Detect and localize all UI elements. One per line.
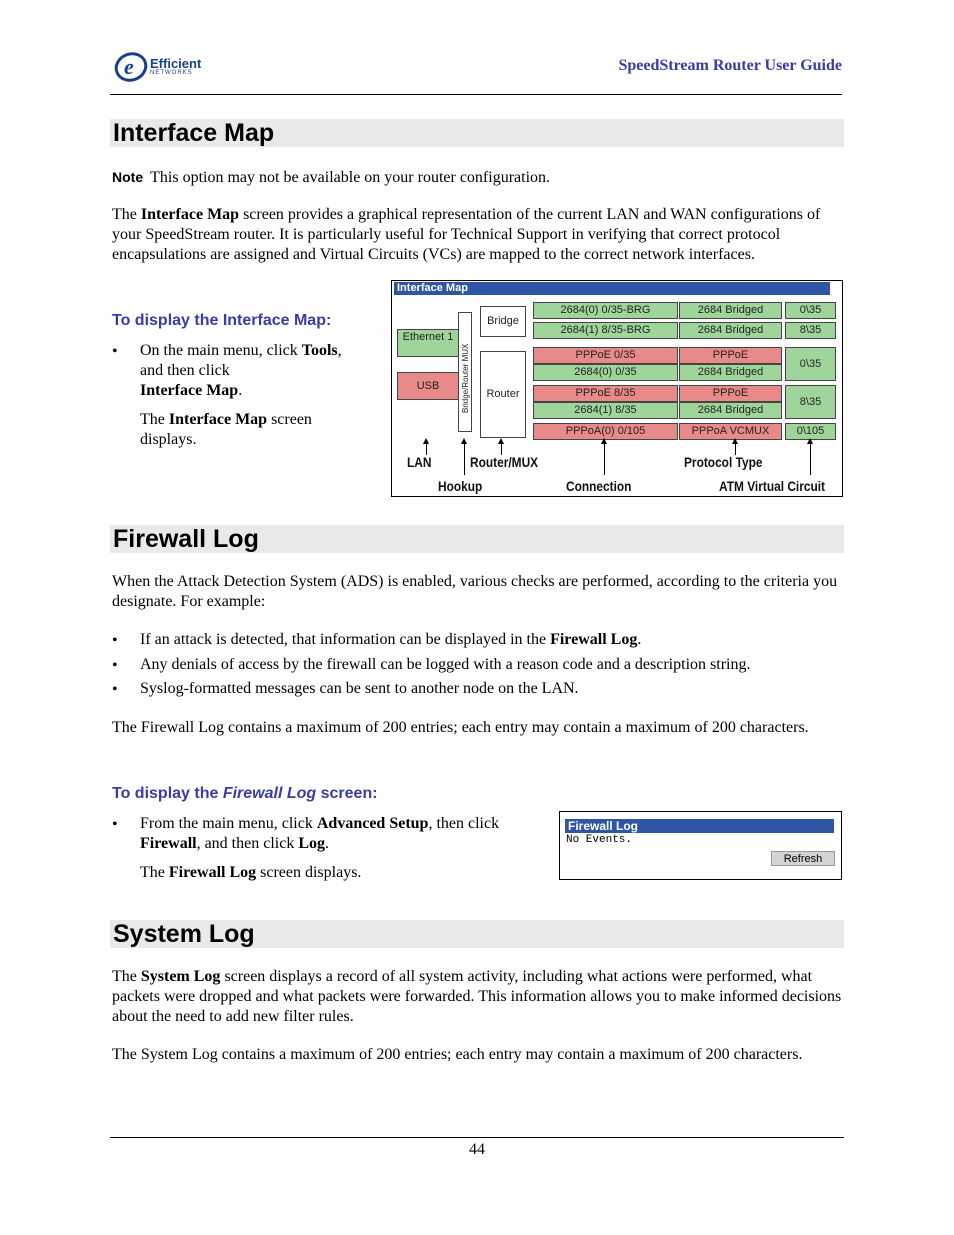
text: .	[238, 382, 243, 399]
label-atm-virtual-circuit: ATM Virtual Circuit	[719, 478, 826, 494]
cell-text: 0\35	[799, 304, 822, 316]
vc-cell	[785, 302, 836, 319]
logo	[114, 52, 224, 82]
text: The	[112, 206, 141, 223]
cell-text: PPPoA(0) 0/105	[565, 425, 646, 437]
procedure-step	[140, 814, 540, 854]
firewall-paragraph-2: The Firewall Log contains a maximum of 200 entries; each entry may contain a maximum of 200 characters.	[112, 719, 809, 736]
usb-port	[397, 372, 459, 400]
connection-cell	[533, 347, 678, 364]
block-label: Router	[486, 388, 520, 400]
bullet-dot: •	[112, 632, 118, 649]
protocol-cell	[679, 302, 782, 319]
text: .	[325, 835, 329, 852]
cell-text: 2684(1) 8/35-BRG	[560, 324, 651, 336]
port-label: USB	[416, 380, 440, 392]
section-heading: Firewall Log	[113, 525, 259, 553]
interface-map-paragraph	[112, 205, 844, 265]
logo-brand: Efficient	[150, 56, 202, 71]
bullet-text: Any denials of access by the firewall can be logged with a reason code and a description string.	[140, 656, 751, 673]
text: , and then click	[196, 835, 299, 852]
cell-text: 2684 Bridged	[697, 324, 764, 336]
cell-text: PPPoE 8/35	[575, 387, 636, 399]
figure-title-bar: Interface Map	[394, 282, 830, 295]
footer-divider	[110, 1137, 844, 1138]
vc-cell	[785, 385, 836, 419]
menu-item-name: Firewall	[140, 835, 197, 852]
cell-text: 2684(0) 0/35	[574, 366, 637, 378]
text: and then click	[140, 362, 230, 379]
bullet-text: Syslog-formatted messages can be sent to another node on the LAN.	[140, 680, 579, 697]
section-band-system-log	[110, 920, 844, 948]
mux-column	[458, 312, 472, 432]
bullet-dot: •	[112, 343, 118, 360]
text: On the main menu, click	[140, 342, 302, 359]
bullet-dot: •	[112, 681, 118, 698]
port-label: Ethernet 1	[402, 331, 454, 343]
section-band-interface-map	[110, 119, 844, 147]
bold-text: Firewall Log	[550, 631, 638, 648]
label-connection: Connection	[566, 478, 632, 494]
protocol-cell	[679, 423, 782, 440]
cell-text: 2684(1) 8/35	[574, 404, 637, 416]
text: screen displays.	[256, 864, 362, 881]
cell-text: PPPoE	[712, 349, 749, 361]
vc-cell	[785, 347, 836, 381]
logo-sub: NETWORKS	[150, 70, 193, 76]
text: screen:	[316, 785, 378, 802]
bridge-block	[480, 306, 526, 337]
block-label: Bridge	[487, 315, 519, 327]
ethernet-port	[397, 329, 459, 357]
mux-label: Bridge/Router MUX	[461, 343, 470, 413]
bold-text: System Log	[140, 968, 221, 985]
text: If an attack is detected, that information can be displayed in the	[140, 631, 551, 648]
text: screen	[267, 411, 312, 428]
guide-title: SpeedStream Router User Guide	[618, 57, 842, 74]
procedure-heading	[112, 785, 378, 803]
procedure-result	[140, 863, 540, 883]
protocol-cell	[679, 385, 782, 402]
note-label: Note	[112, 169, 144, 185]
cell-text: PPPoE 0/35	[575, 349, 636, 361]
menu-name: Tools	[301, 342, 338, 359]
italic-text: Firewall Log	[222, 785, 317, 802]
menu-name: Advanced Setup	[316, 815, 429, 832]
svg-text:e: e	[124, 54, 134, 79]
bullet-text	[140, 630, 840, 650]
system-log-paragraph-2: The System Log contains a maximum of 200 entries; each entry may contain a maximum of 200 characters.	[112, 1046, 803, 1063]
text: The	[140, 411, 169, 428]
label-lan: LAN	[407, 454, 432, 470]
text: displays.	[140, 431, 197, 448]
note-text: This option may not be available on your router configuration.	[150, 169, 551, 186]
cell-text: PPPoA VCMUX	[691, 425, 770, 437]
log-text: No Events.	[566, 834, 633, 846]
bold-text: Interface Map	[140, 206, 240, 223]
procedure-step	[140, 341, 370, 401]
text: ,	[337, 342, 342, 359]
figure-title-bar: Firewall Log	[565, 819, 834, 833]
cell-text: 2684 Bridged	[697, 404, 764, 416]
protocol-cell	[679, 347, 782, 364]
cell-text: 2684 Bridged	[697, 366, 764, 378]
bullet-dot: •	[112, 816, 118, 833]
vc-cell	[785, 322, 836, 339]
label-router-mux: Router/MUX	[470, 454, 539, 470]
firewall-log-figure	[559, 811, 842, 880]
text: To display the	[112, 785, 223, 802]
interface-map-figure	[391, 280, 843, 497]
procedure-heading: To display the Interface Map:	[112, 312, 332, 329]
refresh-button[interactable]: Refresh	[771, 851, 835, 866]
protocol-cell	[679, 364, 782, 381]
cell-text: 0\35	[799, 358, 822, 370]
bullet-dot: •	[112, 657, 118, 674]
note	[112, 167, 550, 188]
cell-text: PPPoE	[712, 387, 749, 399]
cell-text: 8\35	[799, 324, 822, 336]
screen-name: Firewall Log	[168, 864, 257, 881]
protocol-cell	[679, 402, 782, 419]
system-log-paragraph-1	[112, 967, 844, 1027]
procedure-result	[140, 410, 370, 450]
text: , then click	[428, 815, 500, 832]
arrow-icon	[604, 443, 605, 475]
cell-text: 8\35	[799, 396, 822, 408]
connection-cell	[533, 385, 678, 402]
text: The	[112, 968, 141, 985]
text: screen provides a graphical representation of the current LAN and WAN configurations of your SpeedStream router. It is particularly useful for Technical Support in verifying that correct protocol encapsulations are assigned and Virtual Circuits (VCs) are mapped to the correct network interfaces.	[112, 206, 821, 263]
connection-cell	[533, 402, 678, 419]
header-divider	[110, 94, 842, 95]
connection-cell	[533, 302, 678, 319]
text: The	[140, 864, 169, 881]
firewall-paragraph-1: When the Attack Detection System (ADS) is enabled, various checks are performed, according to the criteria you designate. For example:	[112, 573, 838, 610]
protocol-cell	[679, 322, 782, 339]
connection-cell	[533, 322, 678, 339]
cell-text: 2684(0) 0/35-BRG	[560, 304, 651, 316]
efficient-networks-logo-icon	[114, 52, 148, 82]
section-band-firewall-log	[110, 525, 844, 553]
section-heading: Interface Map	[113, 119, 275, 147]
text: screen displays a record of all system activity, including what actions were performed, what packets were dropped and what packets were forwarded. This information allows you to make informed decisions about the need to add new filter rules.	[112, 968, 842, 1025]
cell-text: 0\105	[796, 425, 825, 437]
menu-item-name: Log	[298, 835, 325, 852]
label-hookup: Hookup	[438, 478, 483, 494]
label-protocol-type: Protocol Type	[684, 454, 763, 470]
text: From the main menu, click	[140, 815, 317, 832]
screen-name: Interface Map	[168, 411, 268, 428]
connection-cell	[533, 364, 678, 381]
section-heading: System Log	[113, 920, 255, 948]
page-number: 44	[469, 1141, 485, 1158]
arrow-icon	[464, 443, 465, 475]
router-block	[480, 351, 526, 438]
menu-item-name: Interface Map	[140, 382, 239, 399]
cell-text: 2684 Bridged	[697, 304, 764, 316]
arrow-icon	[810, 443, 811, 475]
text: .	[637, 631, 642, 648]
